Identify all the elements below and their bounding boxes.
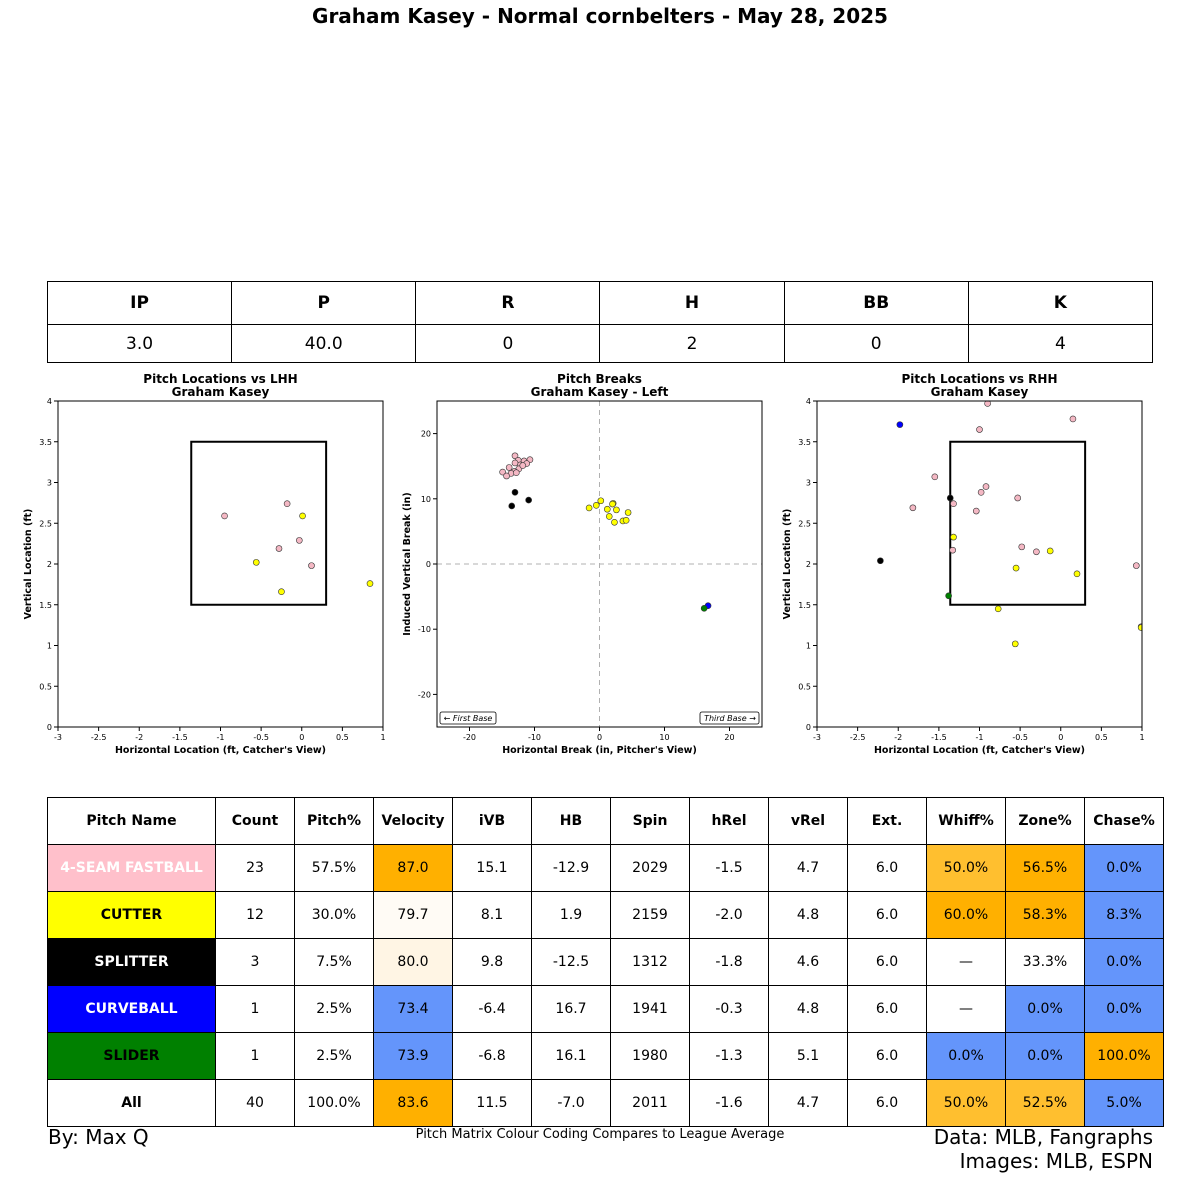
y-tick-label: 2 <box>805 560 811 569</box>
matrix-cell: 0.0% <box>1006 1033 1085 1080</box>
matrix-header-cell: Pitch Name <box>48 798 216 845</box>
pitch-matrix-table <box>47 797 1164 1127</box>
matrix-header-cell: Whiff% <box>927 798 1006 845</box>
pitch-point <box>513 470 519 476</box>
x-tick-label: 0 <box>596 733 603 742</box>
matrix-cell: 4.7 <box>769 1080 848 1127</box>
pitch-point <box>977 427 983 433</box>
x-tick-label: 0 <box>1058 733 1064 742</box>
matrix-cell: 2.5% <box>295 986 374 1033</box>
matrix-cell: 23 <box>216 845 295 892</box>
x-tick-label: -2 <box>135 733 144 742</box>
x-axis-label: Horizontal Break (in, Pitcher's View) <box>502 745 697 756</box>
stats-header-cell: P <box>232 282 416 325</box>
pitch-name-cell: SLIDER <box>48 1033 216 1080</box>
matrix-cell: 40 <box>216 1080 295 1127</box>
pitch-point <box>1133 563 1139 569</box>
pitch-point <box>995 606 1001 612</box>
x-tick-label: 0.5 <box>336 733 349 742</box>
y-tick-label: 1.5 <box>798 600 811 610</box>
pitch-point <box>897 422 903 428</box>
pitch-point <box>512 489 518 495</box>
matrix-cell: 6.0 <box>848 939 927 986</box>
page-title: Graham Kasey - Normal cornbelters - May 28, 2025 <box>312 4 888 28</box>
pitch-point <box>623 517 629 523</box>
y-tick-label: 0.5 <box>798 682 811 692</box>
stats-header-cell: H <box>600 282 784 325</box>
matrix-cell: 6.0 <box>848 845 927 892</box>
pitch-name-cell: 4-SEAM FASTBALL <box>48 845 216 892</box>
matrix-cell: 100.0% <box>1085 1033 1164 1080</box>
matrix-header-cell: Ext. <box>848 798 927 845</box>
y-tick-label: 3.5 <box>39 437 52 447</box>
pitch-point <box>877 558 883 564</box>
y-tick-label: 1 <box>46 641 52 651</box>
pitch-point <box>606 513 612 519</box>
matrix-cell: 73.4 <box>374 986 453 1033</box>
pitch-point <box>512 460 518 466</box>
chart-title: Pitch Locations vs RHH <box>901 372 1058 386</box>
y-tick-label: -20 <box>417 690 431 700</box>
x-tick-label: -2.5 <box>90 733 107 742</box>
stats-value-cell: 40.0 <box>232 325 416 363</box>
matrix-cell: 0.0% <box>927 1033 1006 1080</box>
matrix-cell: 83.6 <box>374 1080 453 1127</box>
matrix-cell: 6.0 <box>848 986 927 1033</box>
game-stats-table <box>47 281 1153 363</box>
author-credit: By: Max Q <box>48 1125 149 1149</box>
pitch-point <box>947 495 953 501</box>
table-row <box>48 892 1164 939</box>
lhh-location-chart <box>0 365 400 765</box>
y-tick-label: 20 <box>420 429 431 439</box>
x-tick-label: -3 <box>54 733 62 742</box>
matrix-cell: 100.0% <box>295 1080 374 1127</box>
y-axis-label: Induced Vertical Break (in) <box>402 492 413 636</box>
pitch-point <box>1019 544 1025 550</box>
matrix-cell: 4.6 <box>769 939 848 986</box>
y-tick-label: 4 <box>46 397 52 406</box>
y-tick-label: 3 <box>805 478 811 488</box>
chart-subtitle: Graham Kasey - Left <box>530 385 669 399</box>
pitch-point <box>950 547 956 553</box>
matrix-cell: -1.6 <box>690 1080 769 1127</box>
stats-value-cell: 4 <box>968 325 1152 363</box>
matrix-cell: 60.0% <box>927 892 1006 939</box>
matrix-cell: 11.5 <box>453 1080 532 1127</box>
y-tick-label: 10 <box>420 494 431 504</box>
pitch-point <box>973 508 979 514</box>
pitch-point <box>504 473 510 479</box>
y-axis-label: Vertical Location (ft) <box>782 508 793 620</box>
matrix-cell: 5.0% <box>1085 1080 1164 1127</box>
matrix-cell: 33.3% <box>1006 939 1085 986</box>
pitch-name-cell: SPLITTER <box>48 939 216 986</box>
matrix-cell: 2.5% <box>295 1033 374 1080</box>
matrix-cell: 12 <box>216 892 295 939</box>
pitch-point <box>1074 571 1080 577</box>
pitch-point <box>276 546 282 552</box>
pitch-point <box>983 484 989 490</box>
y-tick-label: 1.5 <box>39 600 52 610</box>
x-tick-label: -1 <box>216 733 225 742</box>
x-tick-label: 20 <box>724 733 735 742</box>
pitch-name-cell: All <box>48 1080 216 1127</box>
stats-value-cell: 2 <box>600 325 784 363</box>
matrix-header-cell: hRel <box>690 798 769 845</box>
pitch-break-chart <box>395 365 795 765</box>
matrix-cell: -1.3 <box>690 1033 769 1080</box>
pitch-point <box>604 506 610 512</box>
y-tick-label: 0 <box>805 723 811 732</box>
pitch-point <box>309 563 315 569</box>
pitch-point <box>278 589 284 595</box>
y-tick-label: 2 <box>46 560 52 569</box>
pitch-point <box>910 505 916 511</box>
chart-title: Pitch Locations vs LHH <box>143 372 298 386</box>
matrix-header-cell: Count <box>216 798 295 845</box>
matrix-cell: -0.3 <box>690 986 769 1033</box>
matrix-header-cell: Pitch% <box>295 798 374 845</box>
matrix-cell: 16.1 <box>532 1033 611 1080</box>
matrix-cell: -2.0 <box>690 892 769 939</box>
table-row <box>48 845 1164 892</box>
matrix-cell: 1941 <box>611 986 690 1033</box>
matrix-cell: 1312 <box>611 939 690 986</box>
pitch-name-cell: CURVEBALL <box>48 986 216 1033</box>
matrix-cell: 2011 <box>611 1080 690 1127</box>
matrix-cell: 0.0% <box>1006 986 1085 1033</box>
color-coding-note: Pitch Matrix Colour Coding Compares to League Average <box>415 1127 785 1142</box>
matrix-cell: 1 <box>216 986 295 1033</box>
matrix-cell: 52.5% <box>1006 1080 1085 1127</box>
points-group <box>500 453 711 612</box>
matrix-cell: 80.0 <box>374 939 453 986</box>
matrix-cell: 2159 <box>611 892 690 939</box>
y-tick-label: 0.5 <box>39 682 52 692</box>
matrix-cell: 0.0% <box>1085 939 1164 986</box>
y-tick-label: 0 <box>425 560 431 569</box>
x-tick-label: -2 <box>894 733 903 742</box>
matrix-cell: 58.3% <box>1006 892 1085 939</box>
matrix-cell: 56.5% <box>1006 845 1085 892</box>
matrix-cell: — <box>927 939 1006 986</box>
matrix-cell: 1.9 <box>532 892 611 939</box>
pitch-point <box>506 465 512 471</box>
matrix-cell: 7.5% <box>295 939 374 986</box>
stats-header-cell: K <box>968 282 1152 325</box>
pitch-point <box>978 489 984 495</box>
y-tick-label: 0 <box>46 723 52 732</box>
x-tick-label: 1 <box>1139 733 1145 742</box>
matrix-cell: 4.8 <box>769 986 848 1033</box>
pitch-point <box>1013 565 1019 571</box>
strike-zone <box>191 442 326 605</box>
pitch-point <box>586 505 592 511</box>
x-tick-label: -1.5 <box>931 733 947 742</box>
matrix-cell: 57.5% <box>295 845 374 892</box>
matrix-cell: 5.1 <box>769 1033 848 1080</box>
pitch-point <box>1138 625 1144 631</box>
x-tick-label: -0.5 <box>253 733 269 742</box>
chart-subtitle: Graham Kasey <box>171 385 270 399</box>
pitch-point <box>701 605 707 611</box>
matrix-cell: -1.8 <box>690 939 769 986</box>
plot-frame <box>817 401 1142 727</box>
table-row <box>48 1033 1164 1080</box>
pitch-point <box>520 463 526 469</box>
stats-header-cell: IP <box>48 282 232 325</box>
pitch-point <box>611 519 617 525</box>
matrix-cell: 50.0% <box>927 845 1006 892</box>
x-tick-label: 10 <box>659 733 670 742</box>
pitch-matrix-header-row <box>48 798 1164 845</box>
x-tick-label: -0.5 <box>1012 733 1028 742</box>
data-credits <box>934 1125 1153 1173</box>
pitch-point <box>1012 641 1018 647</box>
matrix-cell: -1.5 <box>690 845 769 892</box>
x-tick-label: 0.5 <box>1095 733 1108 742</box>
pitch-point <box>367 581 373 587</box>
x-axis-label: Horizontal Location (ft, Catcher's View) <box>114 745 327 756</box>
matrix-cell: 1980 <box>611 1033 690 1080</box>
matrix-header-cell: Spin <box>611 798 690 845</box>
matrix-cell: 87.0 <box>374 845 453 892</box>
matrix-cell: 6.0 <box>848 1033 927 1080</box>
y-tick-label: 4 <box>805 397 811 406</box>
pitch-point <box>598 498 604 504</box>
y-tick-label: 1 <box>805 641 811 651</box>
x-tick-label: -2.5 <box>849 733 866 742</box>
matrix-cell: 79.7 <box>374 892 453 939</box>
pitch-point <box>951 534 957 540</box>
strike-zone <box>950 442 1085 605</box>
matrix-header-cell: vRel <box>769 798 848 845</box>
matrix-cell: — <box>927 986 1006 1033</box>
y-tick-label: -10 <box>417 625 431 635</box>
pitch-point <box>222 513 228 519</box>
stats-header-row <box>48 282 1153 325</box>
matrix-cell: 30.0% <box>295 892 374 939</box>
stats-value-cell: 0 <box>784 325 968 363</box>
matrix-cell: 6.0 <box>848 1080 927 1127</box>
matrix-cell: 0.0% <box>1085 845 1164 892</box>
pitch-point <box>296 537 302 543</box>
matrix-cell: 9.8 <box>453 939 532 986</box>
matrix-cell: -12.5 <box>532 939 611 986</box>
matrix-cell: 15.1 <box>453 845 532 892</box>
x-tick-label: 1 <box>380 733 386 742</box>
pitch-point <box>1070 416 1076 422</box>
x-tick-label: -1 <box>975 733 984 742</box>
matrix-cell: 1 <box>216 1033 295 1080</box>
pitch-point <box>625 509 631 515</box>
points-group <box>877 400 1144 646</box>
stats-value-row <box>48 325 1153 363</box>
matrix-header-cell: Chase% <box>1085 798 1164 845</box>
matrix-cell: 4.7 <box>769 845 848 892</box>
pitch-point <box>526 497 532 503</box>
pitch-name-cell: CUTTER <box>48 892 216 939</box>
pitch-point <box>509 503 515 509</box>
pitch-point <box>1015 495 1021 501</box>
table-row <box>48 939 1164 986</box>
pitch-point <box>253 559 259 565</box>
points-group <box>222 501 373 595</box>
stats-header-cell: R <box>416 282 600 325</box>
matrix-header-cell: Zone% <box>1006 798 1085 845</box>
matrix-cell: -6.4 <box>453 986 532 1033</box>
pitch-point <box>946 593 952 599</box>
matrix-cell: -6.8 <box>453 1033 532 1080</box>
pitch-point <box>1033 549 1039 555</box>
data-source: Data: MLB, Fangraphs <box>933 1125 1153 1149</box>
first-base-label: ← First Base <box>443 714 493 723</box>
matrix-cell: 0.0% <box>1085 986 1164 1033</box>
third-base-label: Third Base → <box>704 714 756 723</box>
y-tick-label: 2.5 <box>39 519 52 529</box>
pitch-point <box>613 507 619 513</box>
pitch-point <box>300 513 306 519</box>
matrix-header-cell: Velocity <box>374 798 453 845</box>
x-tick-label: -20 <box>462 733 477 742</box>
stats-value-cell: 0 <box>416 325 600 363</box>
matrix-cell: 4.8 <box>769 892 848 939</box>
matrix-cell: 2029 <box>611 845 690 892</box>
rhh-location-chart <box>770 365 1170 765</box>
chart-subtitle: Graham Kasey <box>930 385 1029 399</box>
matrix-cell: 8.1 <box>453 892 532 939</box>
y-tick-label: 3 <box>46 478 52 488</box>
chart-title: Pitch Breaks <box>557 372 642 386</box>
matrix-cell: -7.0 <box>532 1080 611 1127</box>
stats-header-cell: BB <box>784 282 968 325</box>
y-tick-label: 2.5 <box>798 519 811 529</box>
matrix-header-cell: HB <box>532 798 611 845</box>
x-tick-label: -3 <box>813 733 821 742</box>
matrix-cell: 50.0% <box>927 1080 1006 1127</box>
x-tick-label: -10 <box>527 733 542 742</box>
matrix-cell: 8.3% <box>1085 892 1164 939</box>
x-tick-label: -1.5 <box>172 733 188 742</box>
image-source: Images: MLB, ESPN <box>959 1149 1153 1173</box>
matrix-cell: 16.7 <box>532 986 611 1033</box>
pitch-point <box>610 501 616 507</box>
x-tick-label: 0 <box>299 733 305 742</box>
pitch-point <box>932 474 938 480</box>
stats-value-cell: 3.0 <box>48 325 232 363</box>
matrix-cell: 6.0 <box>848 892 927 939</box>
matrix-header-cell: iVB <box>453 798 532 845</box>
pitch-point <box>284 501 290 507</box>
matrix-cell: 3 <box>216 939 295 986</box>
y-tick-label: 3.5 <box>798 437 811 447</box>
table-row <box>48 986 1164 1033</box>
matrix-cell: 73.9 <box>374 1033 453 1080</box>
pitch-point <box>593 502 599 508</box>
y-axis-label: Vertical Location (ft) <box>23 508 34 620</box>
pitch-point <box>951 501 957 507</box>
x-axis-label: Horizontal Location (ft, Catcher's View) <box>873 745 1086 756</box>
table-row <box>48 1080 1164 1127</box>
matrix-cell: -12.9 <box>532 845 611 892</box>
plot-frame <box>58 401 383 727</box>
pitch-point <box>1047 548 1053 554</box>
